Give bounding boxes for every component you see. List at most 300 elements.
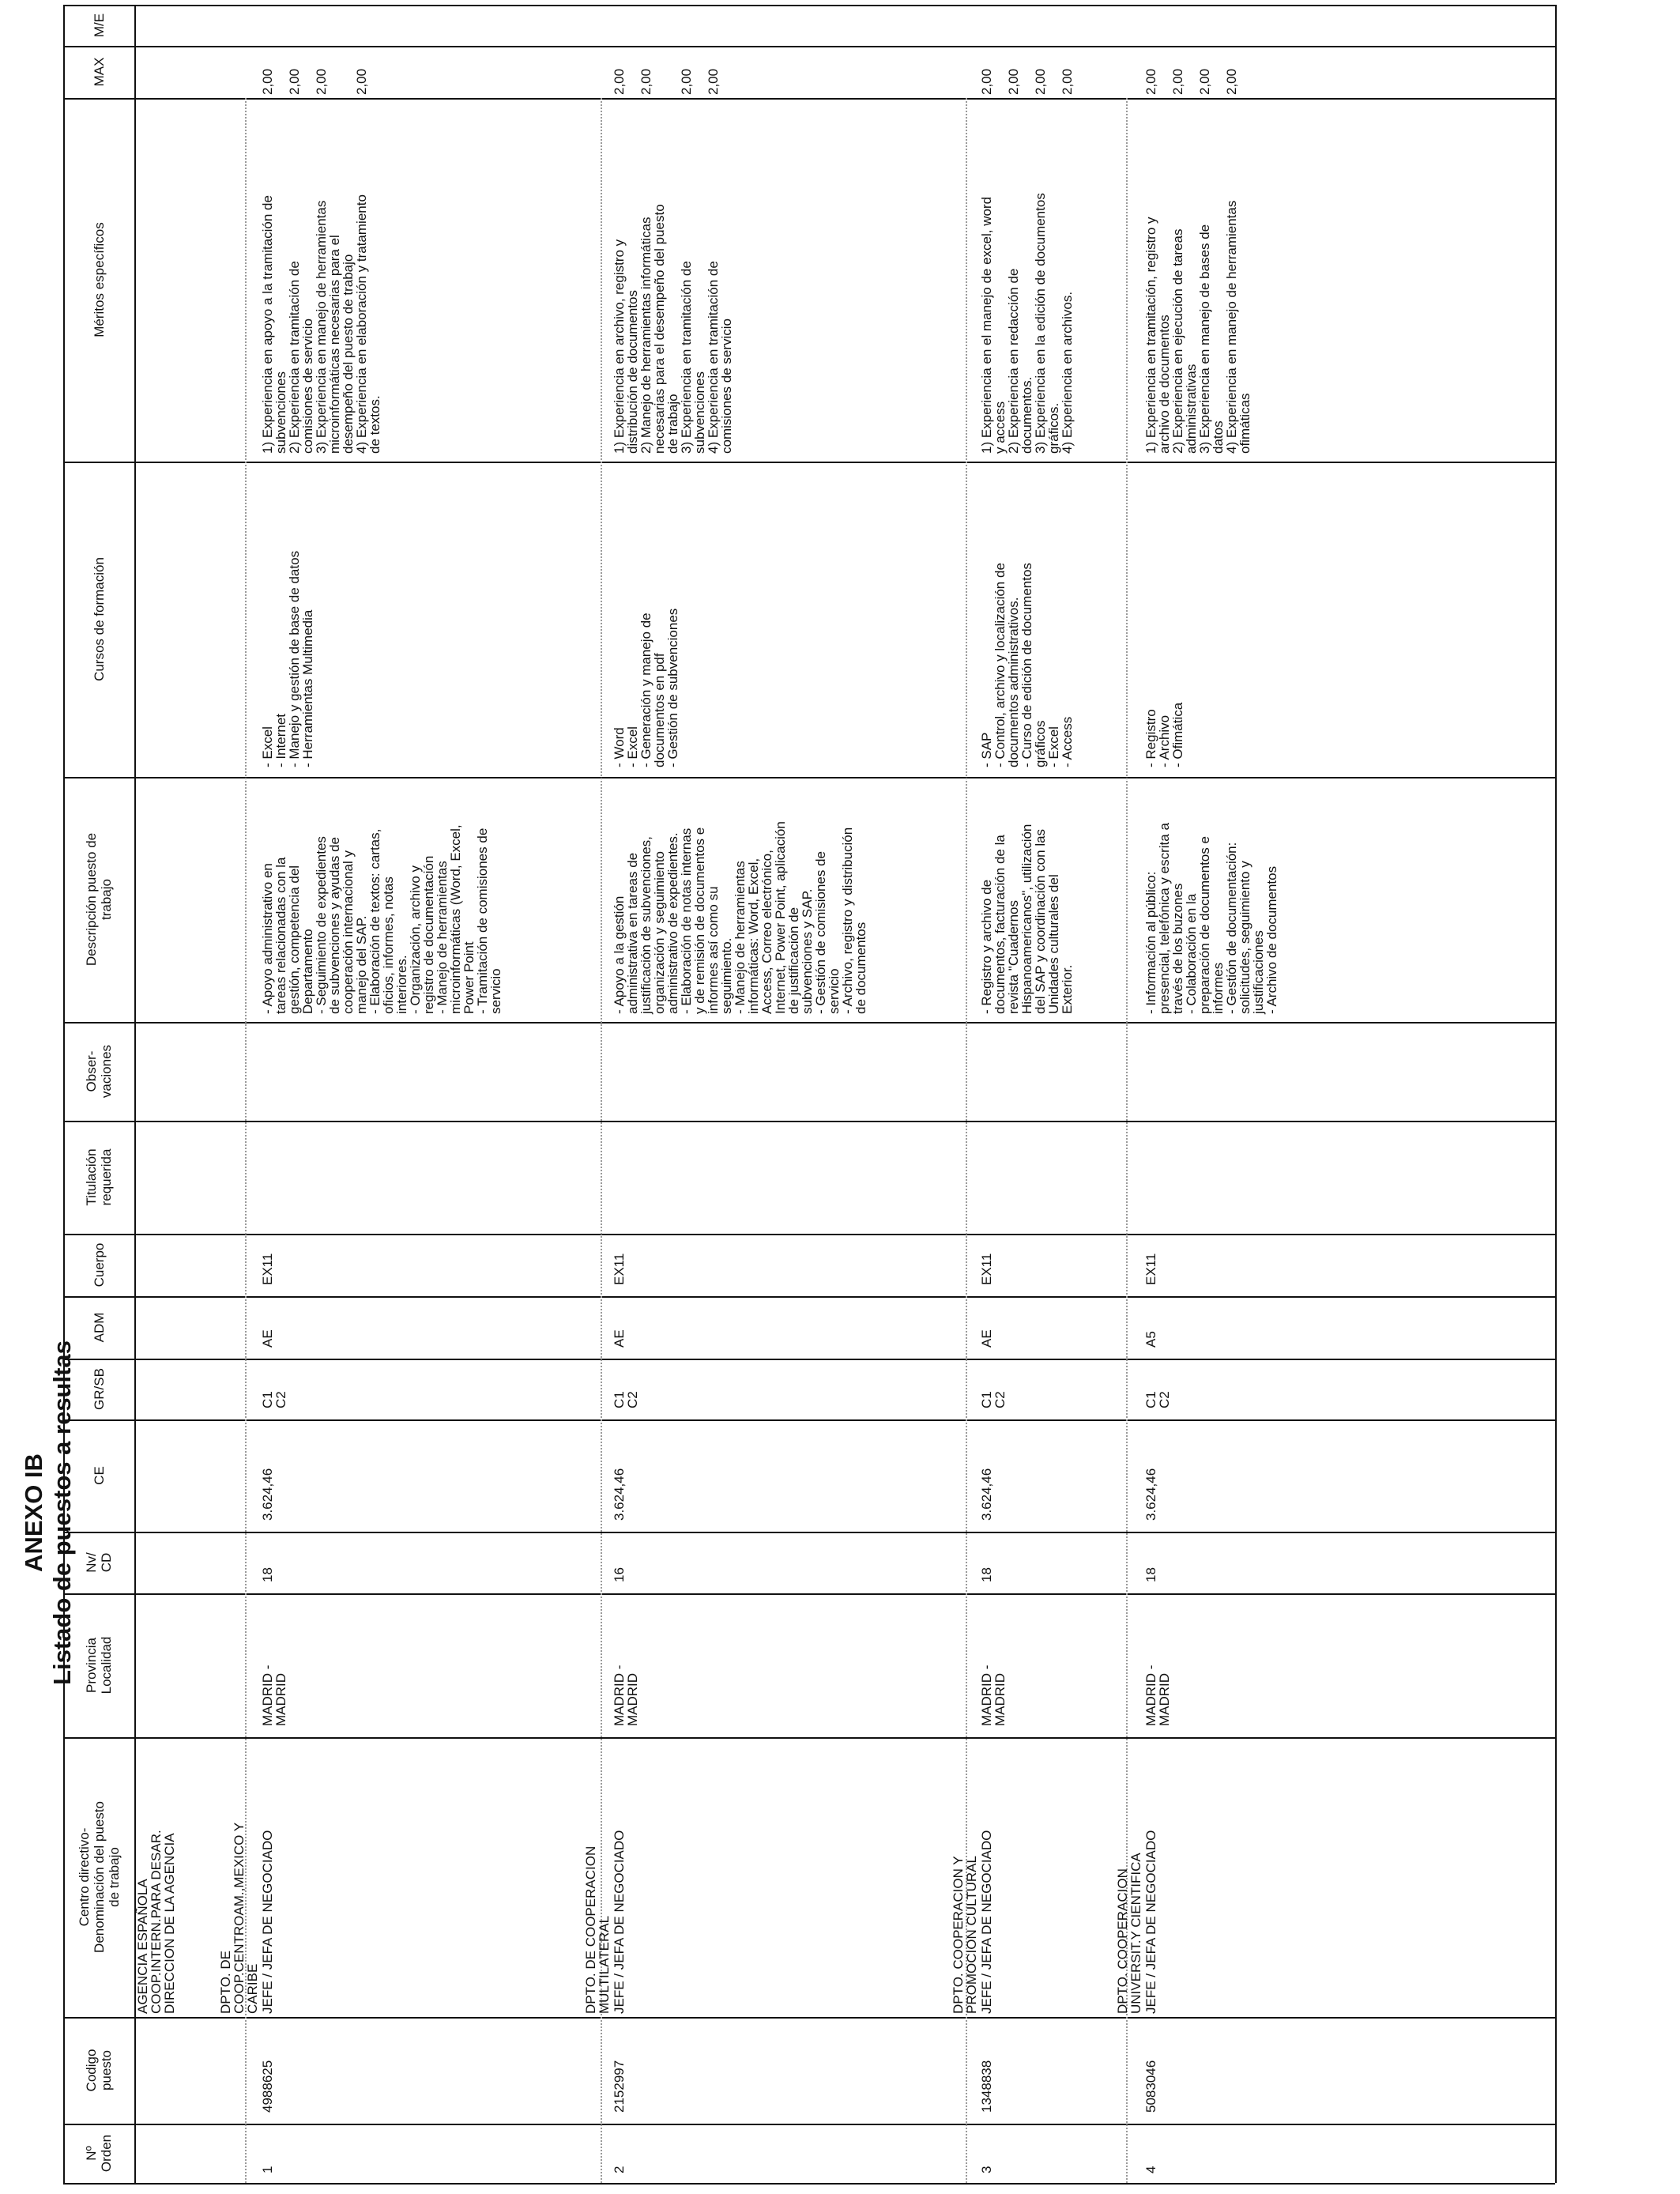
job-description-line: justificaciones (1251, 930, 1266, 1014)
job-description-line: - Gestión de documentación: (1224, 842, 1239, 1014)
max-score-line (1047, 47, 1060, 95)
row-divider-line (63, 462, 1555, 463)
department-name-line: COOP.CENTROAM.,MEXICO Y (232, 1822, 247, 2014)
column-divider-line (1555, 5, 1557, 2183)
group-subgroup-line: C1 (612, 1391, 627, 1408)
specific-merits-line: 3) Experiencia en manejo de bases de (1197, 224, 1212, 454)
header-titulacion-line: Titulación (84, 1148, 99, 1206)
specific-merits (1144, 106, 1252, 454)
job-description-line: administrativo de expedientes. (665, 832, 680, 1014)
specific-merits-line: administrativas (1184, 364, 1199, 454)
training-courses-line: - Archivo (1157, 714, 1172, 767)
administration-value: AE (612, 1329, 627, 1348)
group-subgroup (612, 1361, 639, 1408)
specific-merits-line: necesarias para el desempeño del puesto (652, 204, 667, 454)
max-score-line: 2,00 (287, 68, 302, 95)
header-cursos-line: Cursos de formación (91, 557, 107, 681)
max-score-line (693, 47, 706, 95)
max-score-line: 2,00 (1033, 68, 1048, 95)
header-ce (92, 1419, 107, 1532)
job-description-line: documentos, facturación de la (993, 835, 1008, 1014)
max-score-line (1158, 47, 1171, 95)
job-description-line: preparación de documentos e (1197, 836, 1212, 1014)
header-descripcion (84, 777, 114, 1022)
specific-merits-line: desempeño del puesto de trabajo (341, 254, 356, 454)
header-orden-line: Orden (99, 2134, 114, 2173)
level-cd-value: 16 (612, 1567, 627, 1582)
level-cd-value: 18 (260, 1567, 275, 1582)
max-score-line (328, 47, 341, 95)
job-description-line: del SAP y coordinación con las (1033, 828, 1048, 1014)
header-me-line: M/E (91, 13, 107, 38)
job-description-line: - Organización, archivo y (408, 865, 423, 1014)
corps-value: EX11 (260, 1253, 275, 1285)
training-courses-line: - Generación y manejo de (638, 613, 654, 767)
header-adm-line: ADM (91, 1312, 107, 1343)
header-observaciones (84, 1022, 114, 1121)
job-description-line: - Seguimiento de expedientes (314, 836, 329, 1014)
position-code (1144, 2022, 1158, 2113)
max-score-line (720, 47, 733, 95)
job-description-line: Internet, Power Point, aplicación (773, 821, 788, 1014)
agency-name-line: AGENCIA ESPAÑOLA (135, 1879, 150, 2014)
training-courses-line: - Internet (273, 713, 288, 767)
corps (1144, 1238, 1158, 1285)
training-courses-line: - Curso de edición de documentos (1019, 563, 1034, 767)
job-description-line: Departamento (300, 929, 315, 1014)
max-score-line (653, 47, 666, 95)
max-score (1144, 47, 1252, 95)
max-score-line (1185, 47, 1198, 95)
position-title (980, 1745, 993, 2014)
specific-merits-line: 1) Experiencia en el manejo de excel, word (979, 196, 994, 454)
order-number-line: 3 (979, 2166, 994, 2173)
province-locality (261, 1600, 288, 1726)
header-observaciones-line: vaciones (99, 1044, 114, 1099)
header-centro-line: Centro directivo- (76, 1827, 92, 1927)
order-number-line: 1 (260, 2166, 275, 2173)
position-title (612, 1745, 626, 2014)
specific-merits-line: de trabajo (665, 394, 680, 454)
row-divider-line (63, 1234, 1555, 1235)
job-description-line: organización y seguimiento (652, 850, 667, 1014)
job-description-line: registro de documentación (421, 855, 436, 1014)
training-courses-line: - Gestión de subvenciones (665, 608, 680, 767)
position-code (612, 2022, 626, 2113)
specific-complement-value: 3.624,46 (260, 1468, 275, 1521)
job-description-line: revista "Cuadernos (1006, 900, 1021, 1014)
order-number (980, 2126, 993, 2173)
annex-subtitle: Listado de puestos a resultas (48, 1340, 76, 1685)
level-cd (261, 1536, 274, 1582)
position-title-line: JEFE / JEFA DE NEGOCIADO (260, 1830, 275, 2014)
position-code (980, 2022, 993, 2113)
header-descripcion-line: trabajo (99, 879, 114, 920)
position-title (261, 1745, 274, 2014)
specific-merits-line: 4) Experiencia en archivos. (1060, 291, 1075, 454)
header-me (92, 5, 107, 46)
training-courses-line: gráficos (1033, 720, 1048, 767)
province-locality (1144, 1600, 1171, 1726)
order-number-line: 2 (612, 2166, 627, 2173)
max-score-line: 2,00 (260, 68, 275, 95)
corps-value: EX11 (1143, 1253, 1158, 1285)
training-courses (261, 467, 315, 767)
job-description-line: través de los buzones (1170, 883, 1185, 1014)
agency-name (136, 1745, 176, 2014)
province-locality-line: MADRID - (979, 1664, 994, 1726)
province-locality-line: MADRID - (260, 1664, 275, 1726)
job-description-line: informes así como su (706, 886, 721, 1014)
max-score-line (1020, 47, 1034, 95)
specific-merits-line: 4) Experiencia en tramitación de (706, 261, 721, 454)
job-description-line: - Gestión de comisiones de (813, 851, 828, 1014)
specific-merits-line: datos (1211, 420, 1226, 454)
header-centro (77, 1737, 122, 2017)
max-score-line (341, 47, 355, 95)
job-description-line: informes (1211, 962, 1226, 1014)
position-title-line: JEFE / JEFA DE NEGOCIADO (612, 1830, 627, 2014)
max-score-line (1238, 47, 1252, 95)
training-courses-line: - SAP (979, 732, 994, 767)
header-codigo-line: Codigo (84, 2049, 99, 2092)
training-courses (980, 467, 1074, 767)
job-description-line: administrativa en tareas de (625, 852, 640, 1014)
header-max-line: MAX (91, 57, 107, 87)
row-divider-line (63, 2183, 1555, 2185)
row-divider-line (63, 1419, 1555, 1421)
group-subgroup-line: C2 (625, 1391, 640, 1408)
max-score-line: 2,00 (706, 68, 721, 95)
training-courses-line: documentos en pdf (652, 653, 667, 767)
job-description-line: interiores. (394, 955, 409, 1014)
administration (980, 1301, 993, 1348)
group-subgroup-line: C1 (979, 1391, 994, 1408)
specific-complement (1144, 1424, 1158, 1521)
job-description-line: - Apoyo a la gestión (612, 895, 627, 1014)
specific-complement (261, 1424, 274, 1521)
job-description-line: tareas relacionadas con la (273, 857, 288, 1014)
header-descripcion-line: Descripción puesto de (84, 832, 99, 967)
level-cd (1144, 1536, 1158, 1582)
corps (612, 1238, 626, 1285)
max-score-line: 2,00 (612, 68, 627, 95)
job-description-line: manejo del SAP. (354, 915, 369, 1014)
group-subgroup (1144, 1361, 1171, 1408)
training-courses-line: - Control, archivo y localización de (993, 563, 1008, 767)
specific-complement-value: 3.624,46 (979, 1468, 994, 1521)
header-titulacion (84, 1121, 114, 1234)
row-divider-line (63, 777, 1555, 778)
job-description-line: Unidades culturales del (1046, 874, 1061, 1014)
level-cd-value: 18 (979, 1567, 994, 1582)
max-score-line: 2,00 (979, 68, 994, 95)
annex-title: ANEXO IB (20, 1453, 47, 1572)
department-name (1116, 1745, 1143, 2014)
header-meritos-line: Méritos específicos (91, 222, 107, 337)
department-name-line: DPTO. DE (218, 1951, 233, 2014)
header-grupo (92, 1359, 107, 1419)
header-orden-line: Nº (84, 2146, 99, 2161)
max-score (612, 47, 733, 95)
department-name (219, 1745, 259, 2014)
job-description-line: Access, Correo electrónico, (759, 850, 774, 1014)
header-provincia-line: Provincia (84, 1638, 99, 1693)
specific-merits-line: documentos. (1019, 376, 1034, 454)
training-courses-line: - Excel (260, 726, 275, 767)
level-cd-value: 18 (1143, 1567, 1158, 1582)
agency-name-line: DIRECCION DE LA AGENCIA (162, 1833, 177, 2014)
specific-merits-line: 4) Experiencia en manejo de herramientas (1224, 200, 1239, 454)
job-description-line: - Elaboración de notas internas (679, 827, 694, 1014)
max-score-line: 2,00 (1224, 68, 1239, 95)
administration (1144, 1301, 1158, 1348)
job-description-line: servicio (827, 968, 842, 1014)
job-description-line: presencial, telefónica y escrita a (1157, 823, 1172, 1014)
header-provincia-line: Localidad (99, 1636, 114, 1695)
job-description-line: oficios, informes, notas (381, 876, 396, 1014)
specific-complement (980, 1424, 993, 1521)
order-number-line: 4 (1143, 2166, 1158, 2173)
max-score-line (626, 47, 639, 95)
row-divider-line (63, 2124, 1555, 2125)
training-courses-line: - Herramientas Multimedia (300, 609, 315, 767)
specific-complement (612, 1424, 626, 1521)
group-subgroup-line: C2 (993, 1391, 1008, 1408)
max-score-line (666, 47, 680, 95)
group-subgroup-line: C1 (1143, 1391, 1158, 1408)
specific-merits-line: gráficos. (1046, 402, 1061, 454)
job-description-line: Hispanoamericanos", utilización (1019, 824, 1034, 1014)
job-description-line: - Archivo, registro y distribución (840, 827, 855, 1014)
job-description-line: de subvenciones y ayudas de (327, 837, 342, 1014)
job-description-line: - Colaboración en la (1184, 893, 1199, 1014)
specific-merits-line: 1) Experiencia en archivo, registro y (612, 239, 627, 454)
job-description-line: - Información al público: (1143, 871, 1158, 1014)
header-provincia (84, 1593, 114, 1737)
specific-merits-line: microinformáticas necesarias para el (327, 235, 342, 454)
order-number (261, 2126, 274, 2173)
province-locality-line: MADRID (273, 1672, 288, 1726)
department-name-line: DPTO. COOPERACION (1115, 1868, 1130, 2014)
province-locality-line: MADRID (1157, 1672, 1172, 1726)
province-locality (980, 1600, 1007, 1726)
header-centro-line: de trabajo (106, 1847, 122, 1907)
header-cuerpo (92, 1234, 107, 1296)
max-score-line (368, 47, 382, 95)
header-observaciones-line: Obser- (84, 1050, 99, 1092)
max-score-line: 2,00 (1143, 68, 1158, 95)
position-code-value: 5083046 (1143, 2060, 1158, 2113)
header-titulacion-line: requerida (99, 1148, 114, 1206)
job-description-line: Power Point (461, 941, 477, 1014)
specific-merits (612, 106, 733, 454)
specific-complement-value: 3.624,46 (612, 1468, 627, 1521)
row-divider-line (63, 1593, 1555, 1595)
group-subgroup (980, 1361, 1007, 1408)
administration-value: AE (260, 1329, 275, 1348)
max-score-line: 2,00 (1060, 68, 1075, 95)
header-max (92, 46, 107, 98)
job-description-line: - Manejo de herramientas (435, 861, 450, 1014)
job-description-line: justificación de subvenciones, (638, 836, 654, 1014)
training-courses-line: - Manejo y gestión de base de datos (287, 550, 302, 767)
position-code-value: 2152997 (612, 2060, 627, 2113)
specific-merits-line: 2) Experiencia en tramitación de (287, 261, 302, 454)
specific-merits-line: 4) Experiencia en elaboración y tratamiento (354, 194, 369, 454)
job-description-line: y de remisión de documentos e (692, 827, 707, 1014)
row-divider-line (63, 1737, 1555, 1739)
column-divider-line (63, 5, 65, 2183)
administration-value: A5 (1143, 1331, 1158, 1348)
province-locality (612, 1600, 639, 1726)
job-description (261, 785, 503, 1014)
row-divider-line (63, 1359, 1555, 1360)
specific-merits-line: subvenciones (692, 371, 707, 454)
position-code (261, 2022, 274, 2113)
level-cd (980, 1536, 993, 1582)
specific-merits-line: ofimáticas (1237, 393, 1252, 454)
header-codigo-line: puesto (99, 2049, 114, 2091)
header-meritos (92, 98, 107, 462)
corps-value: EX11 (612, 1253, 627, 1285)
department-name-line: MULTILATERAL (597, 1915, 612, 2014)
header-orden (84, 2124, 114, 2183)
order-number (1144, 2126, 1158, 2173)
training-courses-line: - Ofimática (1170, 702, 1185, 767)
department-name-line: DPTO. DE COOPERACION (583, 1845, 598, 2014)
specific-merits-line: comisiones de servicio (300, 318, 315, 454)
job-description (980, 785, 1074, 1014)
max-score-line: 2,00 (638, 68, 654, 95)
header-cursos (92, 462, 107, 777)
order-number (612, 2126, 626, 2173)
specific-merits-line: subvenciones (273, 371, 288, 454)
group-subgroup-line: C1 (260, 1391, 275, 1408)
job-description-line: servicio (488, 968, 503, 1014)
training-courses (612, 467, 680, 767)
max-score-line: 2,00 (314, 68, 329, 95)
max-score (980, 47, 1074, 95)
specific-merits-line: 3) Experiencia en la edición de documentos (1033, 193, 1048, 454)
administration-value: AE (979, 1329, 994, 1348)
specific-merits-line: distribución de documentos (625, 290, 640, 454)
row-divider-line (63, 1532, 1555, 1533)
row-divider-line (63, 5, 1555, 6)
job-description (1144, 785, 1279, 1014)
training-courses-line: - Word (612, 727, 627, 767)
specific-merits-line: y access (993, 401, 1008, 454)
job-description-line: de documentos (853, 922, 868, 1014)
position-title-line: JEFE / JEFA DE NEGOCIADO (979, 1830, 994, 2014)
agency-name-line: COOP.INTERN.PARA DESAR. (149, 1830, 164, 2014)
job-description-line: de justificación de (786, 907, 801, 1014)
job-description-line: - Archivo de documentos (1264, 865, 1279, 1014)
training-courses-line: documentos administrativos. (1006, 597, 1021, 767)
province-locality-line: MADRID (993, 1672, 1008, 1726)
max-score-line (993, 47, 1007, 95)
row-divider-line (63, 1296, 1555, 1298)
specific-merits-line: 2) Experiencia en ejecución de tareas (1170, 228, 1185, 454)
header-ce-line: CE (91, 1466, 107, 1485)
specific-merits-line: 1) Experiencia en apoyo a la tramitación de (260, 195, 275, 454)
job-description-line: Exterior. (1060, 964, 1075, 1014)
job-description-line: gestión, competencia del (287, 865, 302, 1014)
training-courses-line: - Registro (1143, 709, 1158, 767)
job-description-line: - Tramitación de comisiones de (475, 827, 490, 1014)
corps (980, 1238, 993, 1285)
job-description-line: solicitudes, seguimiento y (1237, 861, 1252, 1014)
job-description-line: seguimiento. (719, 937, 734, 1014)
header-adm (92, 1296, 107, 1359)
row-divider-line (63, 98, 1555, 100)
position-code-value: 1348838 (979, 2060, 994, 2113)
administration (612, 1301, 626, 1348)
header-grupo-line: GR/SB (91, 1368, 107, 1410)
group-subgroup (261, 1361, 288, 1408)
max-score-line: 2,00 (1197, 68, 1212, 95)
specific-merits (980, 106, 1074, 454)
job-description-line: informáticas: Word, Excel, (746, 858, 761, 1014)
header-nivel-line: CD (99, 1552, 114, 1573)
row-divider-line (63, 2017, 1555, 2019)
max-score-line: 2,00 (1170, 68, 1185, 95)
position-code-value: 4988625 (260, 2060, 275, 2113)
training-courses-line: - Excel (1046, 726, 1061, 767)
training-courses-line: - Excel (625, 726, 640, 767)
max-score-line: 2,00 (1006, 68, 1021, 95)
department-name (584, 1745, 611, 2014)
department-name-line: DPTO. COOPERACION Y (951, 1856, 966, 2014)
specific-complement-value: 3.624,46 (1143, 1468, 1158, 1521)
department-name-line: UNIVERSIT.Y CIENTIFICA (1128, 1853, 1143, 2014)
specific-merits-line: de textos. (367, 395, 382, 454)
job-description-line: - Elaboración de textos: cartas, (367, 828, 382, 1014)
specific-merits-line: 3) Experiencia en manejo de herramientas (314, 200, 329, 454)
corps-value: EX11 (979, 1253, 994, 1285)
corps (261, 1238, 274, 1285)
province-locality-line: MADRID - (1143, 1664, 1158, 1726)
header-codigo (84, 2017, 114, 2124)
max-score-line (1211, 47, 1225, 95)
specific-merits (261, 106, 382, 454)
group-subgroup-line: C2 (1157, 1391, 1172, 1408)
header-nivel (84, 1532, 114, 1593)
max-score-line: 2,00 (354, 68, 369, 95)
job-description-line: cooperación internacional y (341, 850, 356, 1014)
specific-merits-line: 2) Manejo de herramientas informáticas (638, 217, 654, 454)
level-cd (612, 1536, 626, 1582)
max-score-line (274, 47, 288, 95)
row-divider-line (63, 1022, 1555, 1023)
department-name-line: PROMOCION CULTURAL (964, 1856, 979, 2014)
job-description-line: - Apoyo administrativo en (260, 863, 275, 1014)
job-description-line: microinformáticas (Word, Excel, (448, 824, 463, 1014)
specific-merits-line: archivo de documentos (1157, 315, 1172, 454)
position-title-line: JEFE / JEFA DE NEGOCIADO (1143, 1830, 1158, 2014)
administration (261, 1301, 274, 1348)
max-score-line (301, 47, 315, 95)
header-nivel-line: Nv/ (84, 1552, 99, 1573)
header-centro-line: Denominación del puesto (91, 1801, 107, 1953)
specific-merits-line: comisiones de servicio (719, 318, 734, 454)
department-name (951, 1745, 978, 2014)
job-description-line: - Registro y archivo de (979, 879, 994, 1014)
group-subgroup-line: C2 (273, 1391, 288, 1408)
job-description-line: - Manejo de herramientas (733, 861, 748, 1014)
province-locality-line: MADRID (625, 1672, 640, 1726)
row-divider-line (63, 1121, 1555, 1122)
